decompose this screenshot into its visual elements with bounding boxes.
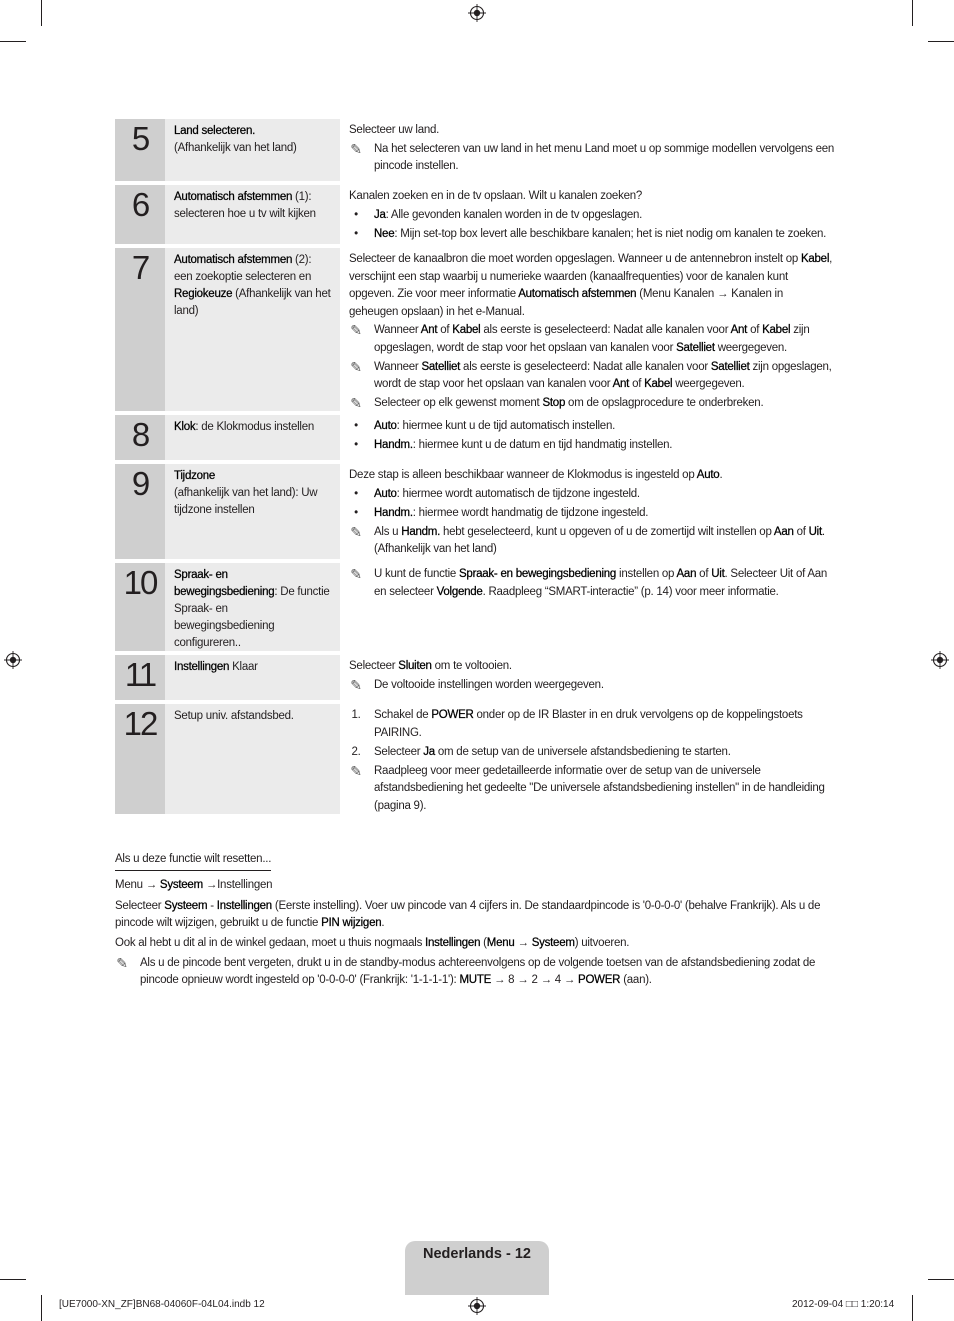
crop-mark bbox=[928, 1279, 954, 1280]
bullet-item bbox=[349, 505, 835, 523]
page-number-tab: Nederlands - 12 bbox=[405, 1241, 549, 1295]
item-text: Wanneer Ant of Kabel als eerste is geselecteerd: Nadat alle kanalen voor Ant of Kabel zijn opgeslagen, wordt de stap voor het opslaan van kanalen voor Satelliet weergegeven. bbox=[374, 324, 810, 354]
step-row bbox=[115, 248, 835, 411]
note-text: Als u de pincode bent vergeten, drukt u in de standby-modus achtereenvolgens op de volgende toetsen van de afstandsbediening zodat de pincode opnieuw wordt ingesteld op '0-0-0-0' (Frankrijk: '1-1-1-1'): MUTE → 8 → 2 → 4 → POWER (aan). bbox=[140, 957, 816, 986]
step-description: Spraak- en bewegingsbediening: De functie Spraak- en bewegingsbediening configureren.. bbox=[165, 563, 340, 651]
note-item bbox=[349, 566, 835, 601]
reset-paragraph: Ook al hebt u dit al in de winkel gedaan, moet u thuis nogmaals Instellingen (Menu → Systeem) uitvoeren. bbox=[115, 937, 630, 949]
step-row bbox=[115, 563, 835, 651]
bullet-icon: • bbox=[354, 420, 358, 432]
detail-text: Selecteer uw land. bbox=[349, 124, 440, 136]
numbered-item bbox=[349, 707, 835, 742]
item-text: Handm.: hiermee wordt handmatig de tijdzone ingesteld. bbox=[374, 506, 649, 519]
step-detail bbox=[340, 119, 835, 181]
bullet-icon: • bbox=[354, 487, 358, 500]
item-text: Auto: hiermee wordt automatisch de tijdzone ingesteld. bbox=[374, 487, 640, 500]
bullet-item bbox=[349, 226, 835, 244]
pencil-note-icon: ✎ bbox=[350, 566, 362, 582]
step-number: 12 bbox=[115, 704, 165, 814]
menu-path: Menu → Systeem →Instellingen bbox=[115, 879, 273, 891]
step-description: Klok: de Klokmodus instellen bbox=[165, 415, 340, 460]
detail-text: Kanalen zoeken en in de tv opslaan. Wilt u kanalen zoeken? bbox=[349, 190, 643, 202]
pencil-note-icon: ✎ bbox=[350, 395, 362, 411]
numbered-item bbox=[349, 744, 835, 762]
item-text: Handm.: hiermee kunt u de datum en tijd handmatig instellen. bbox=[374, 439, 673, 451]
bullet-item bbox=[349, 207, 835, 225]
step-number: 9 bbox=[115, 464, 165, 559]
note-item bbox=[349, 395, 835, 413]
item-text: Nee: Mijn set-top box levert alle beschikbare kanalen; het is niet nodig om kanalen te zoeken. bbox=[374, 227, 827, 240]
step-detail bbox=[340, 464, 835, 559]
crop-mark bbox=[0, 41, 26, 42]
registration-mark-icon bbox=[931, 651, 949, 669]
reset-heading: Als u deze functie wilt resetten... bbox=[115, 851, 271, 871]
item-text: U kunt de functie Spraak- en bewegingsbediening instellen op Aan of Uit. Selecteer Uit of Aan en selecteer Volgende. Raadpleeg “SMART-interactie” (p. 14) voor meer informatie. bbox=[374, 568, 828, 598]
reset-paragraph: Selecteer Systeem - Instellingen (Eerste instelling). Voer uw pincode van 4 cijfers in. De standaardpincode is '0-0-0-0' (behalve Frankrijk). Als u de pincode wilt wijzigen, gebruikt u de functie PIN wijzigen. bbox=[115, 900, 821, 929]
step-description: Tijdzone (afhankelijk van het land): Uw tijdzone instellen bbox=[165, 464, 340, 559]
step-number: 8 bbox=[115, 415, 165, 460]
item-text: Selecteer op elk gewenst moment Stop om de opslagprocedure te onderbreken. bbox=[374, 397, 764, 409]
print-timestamp: 2012-09-04 □□ 1:20:14 bbox=[792, 1299, 895, 1310]
registration-mark-icon bbox=[4, 651, 22, 669]
setup-steps-table bbox=[115, 119, 835, 818]
bullet-icon: • bbox=[354, 208, 358, 221]
step-detail bbox=[340, 704, 835, 814]
item-text: Selecteer Ja om de setup van de universele afstandsbediening te starten. bbox=[374, 745, 731, 758]
crop-mark bbox=[912, 1295, 913, 1321]
step-row bbox=[115, 464, 835, 559]
step-row bbox=[115, 655, 835, 700]
bullet-item bbox=[349, 437, 835, 455]
note-item bbox=[349, 359, 835, 394]
pencil-note-icon: ✎ bbox=[350, 358, 362, 375]
pencil-note-icon: ✎ bbox=[350, 322, 362, 338]
pencil-note-icon: ✎ bbox=[350, 523, 362, 540]
item-text: Wanneer Satelliet als eerste is geselecteerd: Nadat alle kanalen voor Satelliet zijn opgeslagen, wordt de stap voor het opslaan van kanalen voor Ant of Kabel weergegeven. bbox=[374, 360, 832, 390]
step-detail bbox=[340, 563, 835, 651]
item-text: Als u Handm. hebt geselecteerd, kunt u opgeven of u de zomertijd wilt instellen op Aan of Uit. (Afhankelijk van het land) bbox=[374, 525, 825, 555]
step-marker: 2. bbox=[351, 745, 361, 758]
crop-mark bbox=[41, 0, 42, 26]
reset-section bbox=[115, 851, 830, 991]
step-number: 10 bbox=[115, 563, 165, 651]
step-row bbox=[115, 185, 835, 244]
bullet-icon: • bbox=[354, 227, 358, 240]
registration-mark-icon bbox=[468, 4, 486, 22]
pencil-note-icon: ✎ bbox=[350, 676, 362, 693]
item-text: Na het selecteren van uw land in het menu Land moet u op sommige modellen vervolgens een pincode instellen. bbox=[374, 142, 835, 172]
step-detail bbox=[340, 248, 835, 411]
step-description: Automatisch afstemmen (2): een zoekoptie selecteren en Regiokeuze (Afhankelijk van het land) bbox=[165, 248, 340, 411]
step-description: Automatisch afstemmen (1): selecteren hoe u tv wilt kijken bbox=[165, 185, 340, 244]
pencil-note-icon: ✎ bbox=[350, 762, 362, 779]
pencil-note-icon: ✎ bbox=[116, 955, 128, 971]
step-row bbox=[115, 704, 835, 814]
detail-text: Selecteer Sluiten om te voltooien. bbox=[349, 660, 512, 672]
file-info: [UE7000-XN_ZF]BN68-04060F-04L04.indb 12 bbox=[59, 1299, 265, 1310]
step-detail bbox=[340, 415, 835, 460]
step-row bbox=[115, 415, 835, 460]
detail-text: Deze stap is alleen beschikbaar wanneer de Klokmodus is ingesteld op Auto. bbox=[349, 469, 723, 481]
bullet-icon: • bbox=[354, 506, 358, 519]
item-text: Ja: Alle gevonden kanalen worden in de tv opgeslagen. bbox=[374, 208, 643, 221]
bullet-icon: • bbox=[354, 439, 358, 451]
bullet-item bbox=[349, 418, 835, 436]
note-item bbox=[349, 677, 835, 695]
item-text: De voltooide instellingen worden weergegeven. bbox=[374, 678, 604, 691]
crop-mark bbox=[928, 41, 954, 42]
step-number: 11 bbox=[115, 655, 165, 700]
crop-mark bbox=[0, 1279, 26, 1280]
step-detail bbox=[340, 185, 835, 244]
registration-mark-icon bbox=[468, 1297, 486, 1315]
step-number: 5 bbox=[115, 119, 165, 181]
bullet-item bbox=[349, 486, 835, 504]
crop-mark bbox=[912, 0, 913, 26]
note-item bbox=[349, 322, 835, 357]
item-text: Auto: hiermee kunt u de tijd automatisch instellen. bbox=[374, 420, 616, 432]
item-text: Raadpleeg voor meer gedetailleerde informatie over de setup van de universele afstandsbediening het gedeelte "De universele afstandsbediening instellen" in de handleiding (pagina 9). bbox=[374, 764, 825, 812]
step-number: 7 bbox=[115, 248, 165, 411]
pencil-note-icon: ✎ bbox=[350, 140, 362, 157]
step-description: Land selecteren. (Afhankelijk van het land) bbox=[165, 119, 340, 181]
step-description: Setup univ. afstandsbed. bbox=[165, 704, 340, 814]
reset-note bbox=[115, 955, 830, 989]
note-item bbox=[349, 141, 835, 176]
item-text: Schakel de POWER onder op de IR Blaster in en druk vervolgens op de koppelingstoets PAIRING. bbox=[374, 709, 803, 739]
crop-mark bbox=[41, 1295, 42, 1321]
step-row bbox=[115, 119, 835, 181]
step-number: 6 bbox=[115, 185, 165, 244]
detail-text: Selecteer de kanaalbron die moet worden opgeslagen. Wanneer u de antennebron instelt op Kabel, verschijnt een stap waarbij u numerieke waarden (kanaalfrequenties) voor de kanalen kunt opgeven. Zie voor meer informatie Automatisch afstemmen (Menu Kanalen → Kanalen in geheugen opslaan) in het e-Manual. bbox=[349, 253, 833, 318]
note-item bbox=[349, 763, 835, 816]
note-item bbox=[349, 524, 835, 559]
step-description: Instellingen Klaar bbox=[165, 655, 340, 700]
step-detail bbox=[340, 655, 835, 700]
step-marker: 1. bbox=[351, 709, 361, 721]
